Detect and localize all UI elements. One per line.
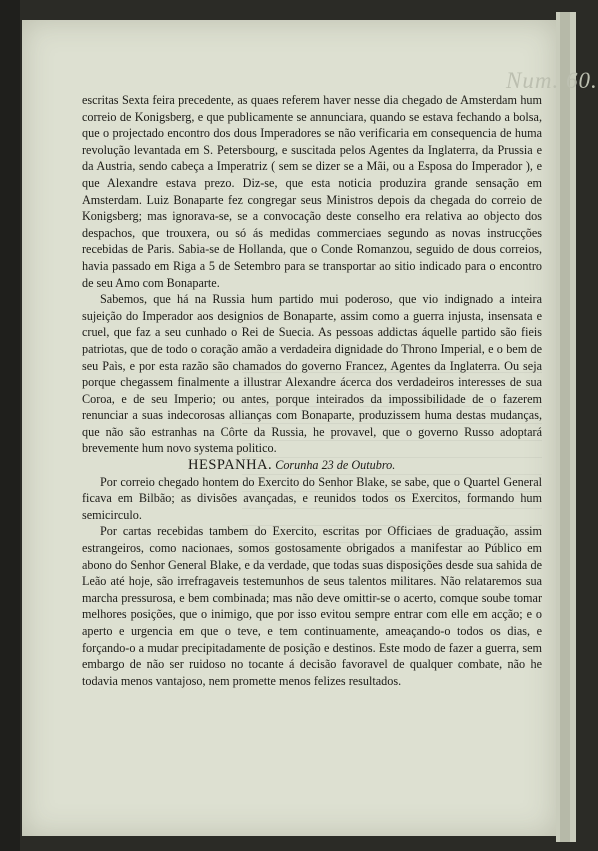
paragraph: Por correio chegado hontem do Exercito do Senhor Blake, se sabe, que o Quartel General ficava em Bilbão; as divisões avançadas, e reunidos todos os Exercitos, formando hum semicirculo. (82, 474, 542, 522)
adjacent-page-edge (560, 12, 570, 842)
section-dateline: Corunha 23 de Outubro. (275, 458, 396, 473)
section-country: HESPANHA. (188, 457, 273, 474)
article-body (82, 92, 542, 689)
paragraph: Por cartas recebidas tambem do Exercito, escritas por Officiaes de graduação, assim estrangeiros, como nacionaes, somos gostosamente obrigados a manifestar ao Público em abono do Senhor General Blake, e da verdade, que todas suas disposições desde sua sahida de Leão até hoje, são irrefragaveis testemunhos de seus talentos militares. Não relataremos sua marcha pressurosa, e bem combinada; mas não deve omittir-se o acerto, comque soube tomar melhores posições, que o inimigo, que por isso evitou sempre entrar com elle em acção; e o aperto e urgencia em que o teve, e tem continuamente, ameaçando-o todos os dias, e forçando-o a mudar precipitadamente de posição e destinos. Este modo de fazer a guerra, sem embargo de não ser ruidoso no tocante á decisão favoravel de qualquer combate, não he todavia menos vantajoso, nem promette menos felizes resultados. (82, 524, 542, 688)
scan-border-left (0, 0, 20, 851)
page-number: Num. 60. (506, 68, 598, 93)
paragraph: Sabemos, que há na Russia hum partido mui poderoso, que vio indignado a inteira sujeição do Imperador aos designios de Bonaparte, assim como a guerra injusta, insensata e cruel, que faz a seu cunhado o Rei de Suecia. As pessoas addictas áquelle partido são fieis patriotas, que de todo o coração amão a verdadeira dignidade do Throno Imperial, e o bem de seu Paìs, e por esta razão são chamados do governo Francez, Agentes da Inglaterra. Ou seja porque chegassem finalmente a illustrar Alexandre ácerca dos verdadeiros interesses de sua Coroa, e de seu Imperio; ou antes, porque inteirados da impossibilidade de o fazerem renunciar a suas indecorosas allianças com Bonaparte, produzissem huma destas mudanças, que não são estranhas na Côrte da Russia, he provavel, que o governo Russo adoptará brevemente hum novo systema politico. (82, 292, 542, 456)
scan-border-right (556, 12, 576, 842)
paragraph: escritas Sexta feira precedente, as quaes referem haver nesse dia chegado de Amsterdam hum correio de Konigsberg, e que publicamente se annunciara, quando se estava fechando a bolsa, que o projectado encontro dos dous Imperadores se não verificaria em consequencia de huma revolução levantada em S. Petersbourg, e suscitada pelos Agentes da Inglaterra, da Prussia e da Austria, sendo cabeça a Imperatriz ( sem se dizer se a Mãi, ou a Esposa do Imperador ), e que Alexandre estava prezo. Diz-se, que esta noticia produzira grande sensação em Amsterdam. Luiz Bonaparte fez congregar seus Ministros depois da chegada do correio de Konigsberg; mas ignorava-se, se a convocação deste conselho era relativa ao objecto dos despachos, que trouxera, ou só ás medidas commerciaes segundo as novas instrucções recebidas de Paris. Sabia-se de Hollanda, que o Conde Romanzou, seguido de dous correios, havia passado em Riga a 5 de Setembro para se transportar ao sitio indicado para o encontro de seu Amo com Bonaparte. (82, 93, 542, 290)
section-heading (82, 457, 542, 474)
